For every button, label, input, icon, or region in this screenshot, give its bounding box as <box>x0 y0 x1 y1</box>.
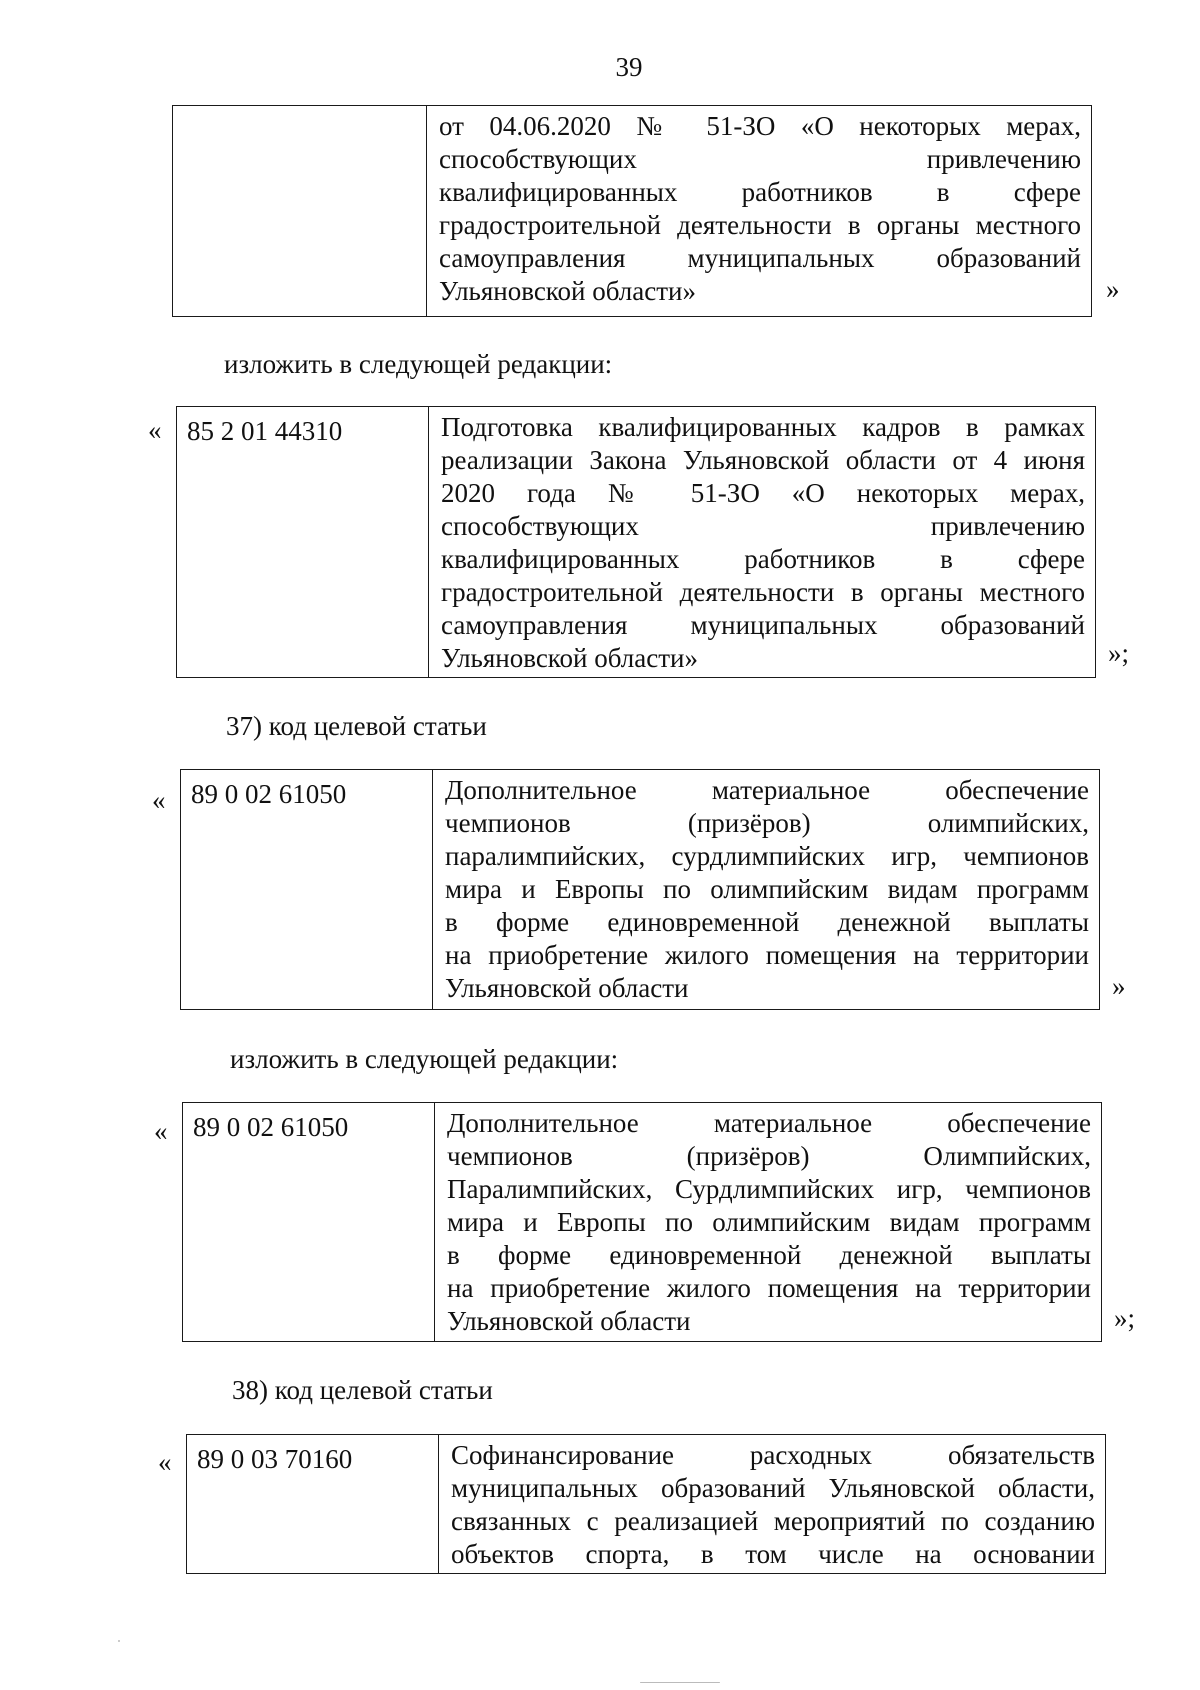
table-block-1 <box>176 406 1096 678</box>
text-line: на приобретение жилого помещения на территории <box>447 1273 1091 1303</box>
text-line: от 04.06.2020 № 51-ЗО «О некоторых мерах, <box>439 111 1081 141</box>
text-line: градостроительной деятельности в органы местного <box>441 577 1085 607</box>
text-line: паралимпийских, сурдлимпийских игр, чемпионов <box>445 841 1089 871</box>
text-line: мира и Европы по олимпийским видам программ <box>445 874 1089 904</box>
text-line: Дополнительное материальное обеспечение <box>445 775 1089 805</box>
scan-speck <box>640 1682 720 1683</box>
description-cell <box>433 770 1099 1009</box>
code-cell: 89 0 03 70160 <box>187 1435 439 1573</box>
text-line: в форме единовременной денежной выплаты <box>445 907 1089 937</box>
section-heading: 38) код целевой статьи <box>232 1375 493 1405</box>
instruction-text: изложить в следующей редакции: <box>230 1044 619 1074</box>
opening-quote: « <box>158 1447 172 1477</box>
closing-quote: » <box>1106 274 1120 304</box>
section-heading: 37) код целевой статьи <box>226 711 487 741</box>
text-line: Софинансирование расходных обязательств <box>451 1440 1095 1470</box>
table-block-2 <box>180 769 1100 1010</box>
code-cell <box>173 106 427 316</box>
description-cell <box>439 1435 1105 1573</box>
text-line: квалифицированных работников в сфере <box>439 177 1081 207</box>
text-line: способствующих привлечению <box>439 144 1081 174</box>
text-line: Подготовка квалифицированных кадров в рамках <box>441 412 1085 442</box>
table-block-4 <box>186 1434 1106 1574</box>
page-number: 39 <box>615 52 643 82</box>
closing-quote: » <box>1112 971 1126 1001</box>
description-cell <box>427 106 1091 316</box>
closing-quote: »; <box>1108 638 1130 668</box>
opening-quote: « <box>154 1116 168 1146</box>
text-line: мира и Европы по олимпийским видам программ <box>447 1207 1091 1237</box>
text-line: Дополнительное материальное обеспечение <box>447 1108 1091 1138</box>
text-line: Ульяновской области» <box>441 643 699 673</box>
code-cell: 89 0 02 61050 <box>181 770 433 1009</box>
text-line: Ульяновской области <box>445 973 689 1003</box>
text-line: муниципальных образований Ульяновской области, <box>451 1473 1095 1503</box>
text-line: Ульяновской области <box>447 1306 691 1336</box>
text-line: Ульяновской области» <box>439 276 697 306</box>
text-line: на приобретение жилого помещения на территории <box>445 940 1089 970</box>
text-line: самоуправления муниципальных образований <box>439 243 1081 273</box>
scan-speck <box>118 1640 120 1642</box>
description-cell <box>435 1103 1101 1341</box>
text-line: реализации Закона Ульяновской области от 4 июня <box>441 445 1085 475</box>
text-line: чемпионов (призёров) Олимпийских, <box>447 1141 1091 1171</box>
closing-quote: »; <box>1114 1303 1136 1333</box>
text-line: градостроительной деятельности в органы местного <box>439 210 1081 240</box>
table-block-3 <box>182 1102 1102 1342</box>
code-cell: 85 2 01 44310 <box>177 407 429 677</box>
text-line: 2020 года № 51-ЗО «О некоторых мерах, <box>441 478 1085 508</box>
description-cell <box>429 407 1095 677</box>
text-line: квалифицированных работников в сфере <box>441 544 1085 574</box>
text-line: объектов спорта, в том числе на основании <box>451 1539 1095 1569</box>
text-line: связанных с реализацией мероприятий по созданию <box>451 1506 1095 1536</box>
opening-quote: « <box>148 415 162 445</box>
table-block-0 <box>172 105 1092 317</box>
text-line: способствующих привлечению <box>441 511 1085 541</box>
instruction-text: изложить в следующей редакции: <box>224 349 613 379</box>
text-line: самоуправления муниципальных образований <box>441 610 1085 640</box>
text-line: в форме единовременной денежной выплаты <box>447 1240 1091 1270</box>
text-line: Паралимпийских, Сурдлимпийских игр, чемпионов <box>447 1174 1091 1204</box>
code-cell: 89 0 02 61050 <box>183 1103 435 1341</box>
text-line: чемпионов (призёров) олимпийских, <box>445 808 1089 838</box>
opening-quote: « <box>152 785 166 815</box>
